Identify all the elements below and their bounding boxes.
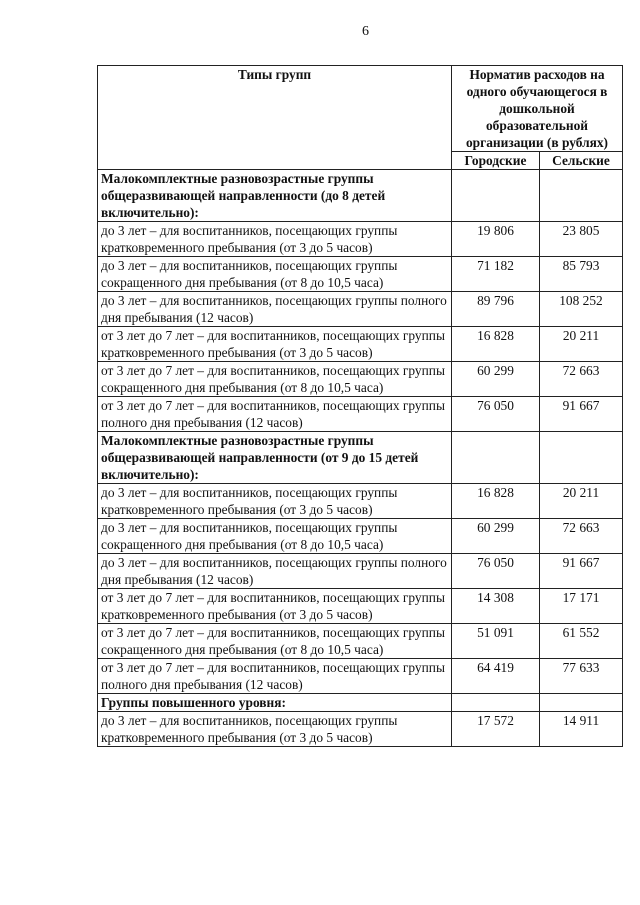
group-header-row (98, 694, 623, 712)
rural-value: 20 211 (540, 327, 623, 362)
empty-cell (540, 170, 623, 222)
table-row (98, 484, 623, 519)
table-row (98, 712, 623, 747)
rural-value: 72 663 (540, 519, 623, 554)
table-row (98, 554, 623, 589)
group-label: Малокомплектные разновозрастные группы общеразвивающей направленности (до 8 детей включительно): (98, 170, 452, 222)
urban-value: 60 299 (452, 362, 540, 397)
urban-value: 14 308 (452, 589, 540, 624)
table-row (98, 222, 623, 257)
urban-value: 64 419 (452, 659, 540, 694)
row-label: от 3 лет до 7 лет – для воспитанников, посещающих группы полного дня пребывания (12 часов) (98, 397, 452, 432)
urban-value: 89 796 (452, 292, 540, 327)
table-row (98, 519, 623, 554)
row-label: до 3 лет – для воспитанников, посещающих группы кратковременного пребывания (от 3 до 5 часов) (98, 712, 452, 747)
table-row (98, 327, 623, 362)
column-header-rural: Сельские (540, 152, 623, 170)
table-row (98, 397, 623, 432)
urban-value: 76 050 (452, 397, 540, 432)
row-label: до 3 лет – для воспитанников, посещающих группы сокращенного дня пребывания (от 8 до 10,5 часа) (98, 519, 452, 554)
table-row (98, 659, 623, 694)
row-label: от 3 лет до 7 лет – для воспитанников, посещающих группы сокращенного дня пребывания (от 8 до 10,5 часа) (98, 362, 452, 397)
row-label: от 3 лет до 7 лет – для воспитанников, посещающих группы кратковременного пребывания (от 3 до 5 часов) (98, 589, 452, 624)
row-label: до 3 лет – для воспитанников, посещающих группы сокращенного дня пребывания (от 8 до 10,5 часа) (98, 257, 452, 292)
page-number: 6 (362, 24, 369, 39)
table-row (98, 589, 623, 624)
rural-value: 91 667 (540, 397, 623, 432)
row-label: до 3 лет – для воспитанников, посещающих группы полного дня пребывания (12 часов) (98, 292, 452, 327)
rural-value: 72 663 (540, 362, 623, 397)
urban-value: 19 806 (452, 222, 540, 257)
norms-table (97, 65, 623, 747)
rural-value: 61 552 (540, 624, 623, 659)
empty-cell (452, 432, 540, 484)
urban-value: 17 572 (452, 712, 540, 747)
table-header-row (98, 66, 623, 152)
urban-value: 71 182 (452, 257, 540, 292)
row-label: от 3 лет до 7 лет – для воспитанников, посещающих группы полного дня пребывания (12 часов) (98, 659, 452, 694)
urban-value: 16 828 (452, 327, 540, 362)
urban-value: 16 828 (452, 484, 540, 519)
rural-value: 20 211 (540, 484, 623, 519)
table-row (98, 292, 623, 327)
empty-cell (452, 170, 540, 222)
table-row (98, 362, 623, 397)
rural-value: 85 793 (540, 257, 623, 292)
rural-value: 17 171 (540, 589, 623, 624)
urban-value: 76 050 (452, 554, 540, 589)
row-label: до 3 лет – для воспитанников, посещающих группы кратковременного пребывания (от 3 до 5 часов) (98, 484, 452, 519)
rural-value: 77 633 (540, 659, 623, 694)
rural-value: 14 911 (540, 712, 623, 747)
group-label: Малокомплектные разновозрастные группы общеразвивающей направленности (от 9 до 15 детей включительно): (98, 432, 452, 484)
urban-value: 60 299 (452, 519, 540, 554)
rural-value: 91 667 (540, 554, 623, 589)
column-header-types: Типы групп (98, 66, 452, 170)
empty-cell (452, 694, 540, 712)
row-label: от 3 лет до 7 лет – для воспитанников, посещающих группы кратковременного пребывания (от 3 до 5 часов) (98, 327, 452, 362)
table-row (98, 624, 623, 659)
group-header-row (98, 432, 623, 484)
table-row (98, 257, 623, 292)
column-header-norm: Норматив расходов на одного обучающегося в дошкольной образовательной организации (в рублях) (452, 66, 623, 152)
rural-value: 108 252 (540, 292, 623, 327)
column-header-urban: Городские (452, 152, 540, 170)
empty-cell (540, 694, 623, 712)
row-label: от 3 лет до 7 лет – для воспитанников, посещающих группы сокращенного дня пребывания (от 8 до 10,5 часа) (98, 624, 452, 659)
table-body (98, 170, 623, 747)
urban-value: 51 091 (452, 624, 540, 659)
row-label: до 3 лет – для воспитанников, посещающих группы полного дня пребывания (12 часов) (98, 554, 452, 589)
group-header-row (98, 170, 623, 222)
rural-value: 23 805 (540, 222, 623, 257)
group-label: Группы повышенного уровня: (98, 694, 452, 712)
empty-cell (540, 432, 623, 484)
row-label: до 3 лет – для воспитанников, посещающих группы кратковременного пребывания (от 3 до 5 часов) (98, 222, 452, 257)
